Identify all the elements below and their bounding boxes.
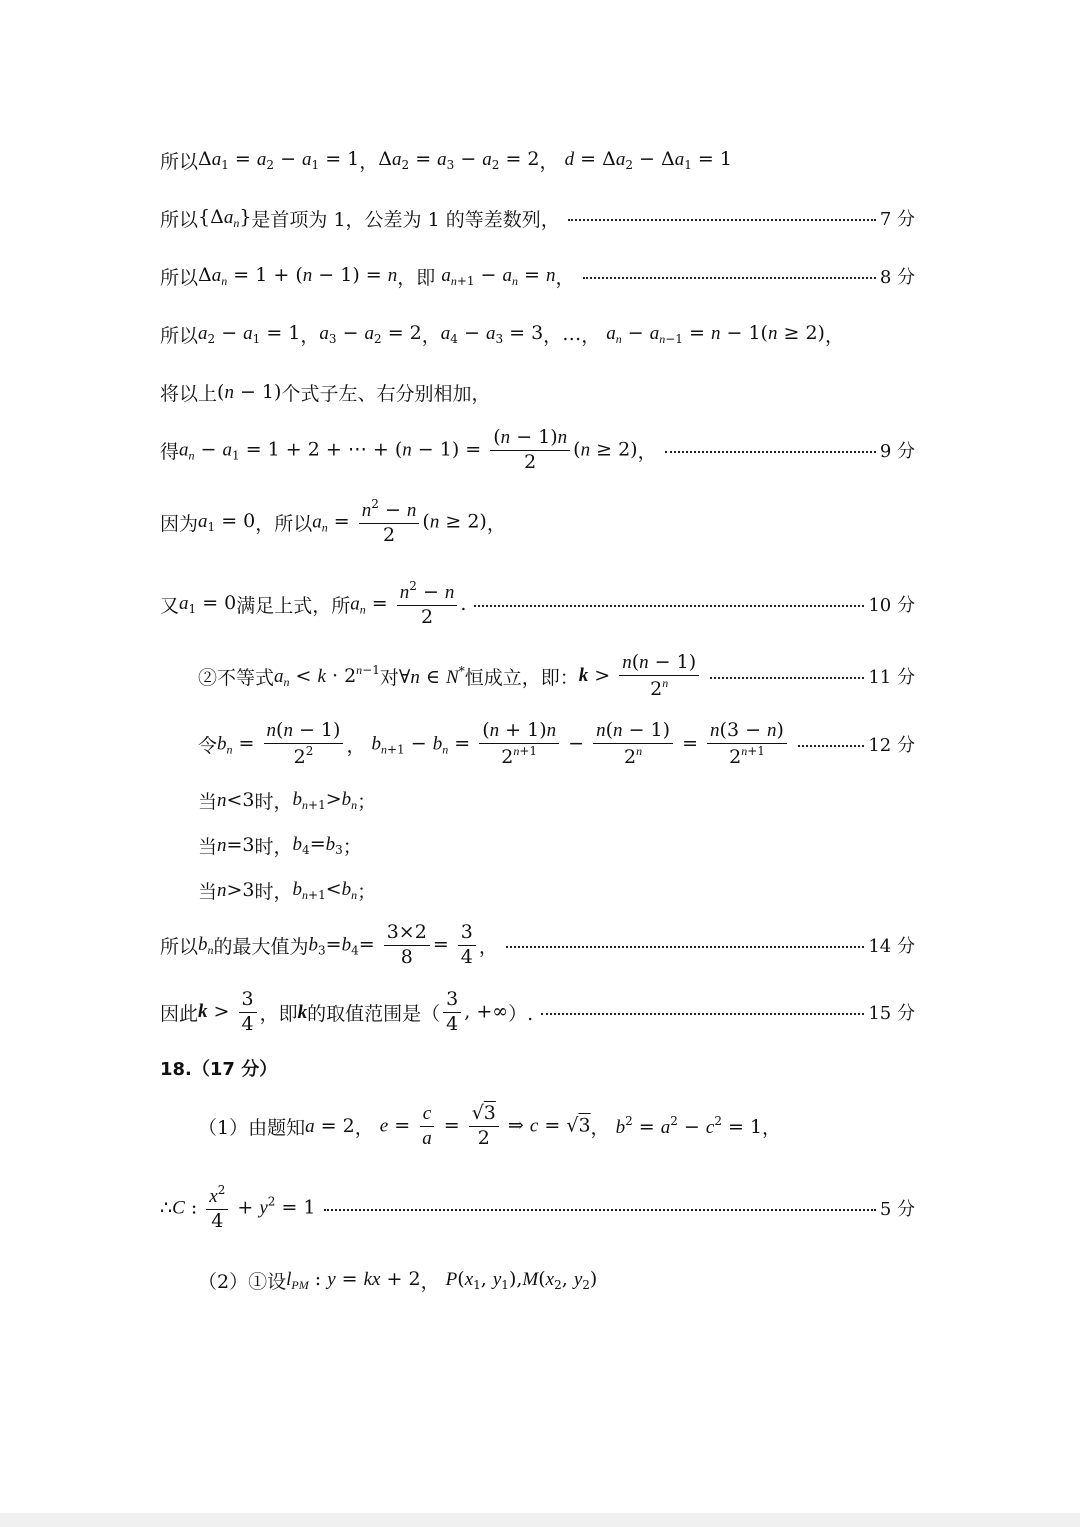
score-15: 15 分 — [868, 1003, 915, 1024]
score-5: 5 分 — [879, 1199, 915, 1220]
formula-eccentricity: e = $\frac{c}{a}$ = $\frac{√3}{2}$ ⇒ c = √3 — [379, 1101, 591, 1149]
formula-a1-zero: $a_1 = 0$ — [198, 510, 256, 534]
formula-ellipse: C : $\frac{x^2}{4}$ + $y^2 = 1$ — [172, 1182, 316, 1232]
line-6: 得 $a_n - a_1 = 1 + 2$ + ⋯ + (n − 1) = $\frac{(n - 1)n}{2}$ (n ≥ 2) ， 9 分 — [160, 425, 915, 473]
formula-ineq: $a_n < k \cdot 2^{n-1}$ — [274, 662, 380, 689]
line-19: （2）①设 $l_{PM}$ : y = kx + 2 ， $P(x_1$, $y_1),M(x_2$, $y_2$) — [198, 1267, 598, 1293]
dot-leader — [324, 1209, 876, 1211]
formula-n-gt-3: n>3 — [217, 878, 255, 901]
formula-seq-delta: $\{\Delta a_n\}$ — [198, 205, 252, 230]
formula-points: $P(x_1$, $y_1),M(x_2$, $y_2$) — [445, 1268, 598, 1292]
formula-bn-diff: $b_{n+1} - b_n$ = $\frac{(n + 1)n}{2^{n+1}}$ − $\frac{n(n - 1)}{2^n}$ = $\frac{n(3 - n)}{2^{n+1}}$ — [365, 720, 790, 769]
line-2: 所以 $\{\Delta a_n\}$ 是首项为 1，公差为 1 的等差数列， 7 分 — [160, 205, 915, 231]
line-5: 将以上 (n − 1) 个式子左、右分别相加， — [160, 380, 491, 405]
question-18-heading: 18.（17 分） — [160, 1059, 278, 1080]
line-7: 因为 $a_1 = 0$ ，所以 $a_n$ = $\frac{n^2 - n}{2}$ (n ≥ 2) ， — [160, 496, 506, 546]
formula-forall: ∀n ∈ N* — [398, 663, 465, 688]
formula-a1-zero-2: $a_1 = 0$ — [179, 592, 237, 616]
line-15: 因此 k > $\frac{3}{4}$ ，即 k 的取值范围是（ $\frac{3}{4}$ , +∞ ）. 15 分 — [160, 987, 915, 1035]
line-13: 当 n>3 时， $b_{n+1}<b_n$ ； — [198, 877, 377, 903]
score-14: 14 分 — [868, 936, 915, 957]
formula-delta-an: $\Delta a_n = 1 + (n - 1) = n$ — [198, 263, 398, 288]
score-9: 9 分 — [879, 441, 915, 462]
dot-leader — [798, 745, 864, 747]
formula-n-lt-3: n<3 — [217, 788, 255, 811]
line-8: 又 $a_1 = 0$ 满足上式，所 $a_n$ = $\frac{n^2 - n}{2}$ . 10 分 — [160, 578, 915, 628]
page-bottom-band — [0, 1513, 1080, 1527]
formula-an: $a_n$ = $\frac{n^2 - n}{2}$ (n ≥ 2) — [312, 496, 487, 546]
formula-b-max: $b_3=b_4=$ $\frac{3\times 2}{8}$ = $\frac{3}{4}$ — [309, 922, 479, 969]
formula-diff-3: $a_4 - a_3 = 3$ — [440, 322, 544, 346]
formula-n-eq-3: n=3 — [217, 833, 255, 856]
line-12: 当 n=3 时， $b_4=b_3$ ； — [198, 833, 362, 858]
dot-leader — [583, 277, 876, 279]
formula-range: $\frac{3}{4}$ , +∞ — [440, 989, 508, 1036]
score-12: 12 分 — [868, 735, 915, 756]
formula-diff-2: $a_3 - a_2 = 2$ — [319, 322, 422, 346]
score-11: 11 分 — [868, 667, 915, 688]
formula-line-pm: $l_{PM}$ : y = kx + 2 — [286, 1267, 421, 1292]
formula-k-bound: k > $\frac{n(n - 1)}{2^n}$ — [579, 652, 702, 701]
line-14: 所以 $b_n$ 的最大值为 $b_3=b_4=$ $\frac{3\times 2}{8}$ = $\frac{3}{4}$ ， 14 分 — [160, 920, 915, 968]
line-10: 令 $b_n$ = $\frac{n(n - 1)}{2^2}$ ， $b_{n+1} - b_n$ = $\frac{(n + 1)n}{2^{n+1}}$ − $\frac{n(n - 1)}{2^n}$ = $\frac{n(3 - n)}{2^{n+1}}$ 12 分 — [198, 718, 915, 768]
line-9: ②不等式 $a_n < k \cdot 2^{n-1}$ 对 ∀n ∈ N* 恒成立，即： k > $\frac{n(n - 1)}{2^n}$ 11 分 — [198, 650, 915, 700]
formula-delta-a1: $\Delta a_1 = a_2 - a_1 = 1$ — [198, 148, 360, 172]
formula-bn-ref: $b_n$ — [198, 933, 214, 957]
formula-diff-n: $a_n - a_{n-1} = n - 1(n \ge 2)$ — [606, 321, 825, 346]
formula-b-dec: $b_{n+1}<b_n$ — [292, 877, 358, 902]
formula-k-gt: k > $\frac{3}{4}$ — [198, 989, 260, 1036]
score-10: 10 分 — [868, 595, 915, 616]
formula-a-eq-2: a = 2 — [305, 1114, 355, 1137]
score-8: 8 分 — [879, 267, 915, 288]
line-4: 所以 $a_2 - a_1 = 1$ ， $a_3 - a_2 = 2$ ， $a_4 - a_3 = 3$ ， … ， $a_n - a_{n-1} = n - 1(n \ge 2)$ ， — [160, 321, 844, 347]
line-1: 所以 $\Delta a_1 = a_2 - a_1 = 1$ ， $\Delta a_2 = a_3 - a_2 = 2$ ， $d = \Delta a_2 - \Delta a_1 = 1$ — [160, 148, 732, 173]
formula-b-squared: $b^2 = a^2 - c^2 = 1$ — [615, 1113, 763, 1138]
formula-b-eq: $b_4=b_3$ — [292, 833, 343, 857]
formula-b-inc: $b_{n+1}>b_n$ — [292, 787, 358, 812]
score-7: 7 分 — [879, 209, 915, 230]
dot-leader — [474, 605, 864, 607]
formula-d: $d = \Delta a_2 - \Delta a_1 = 1$ — [564, 148, 732, 172]
formula-recur: $a_{n+1} - a_n = n$ — [441, 263, 556, 288]
line-17: （1）由题知 a = 2 ， e = $\frac{c}{a}$ = $\frac{√3}{2}$ ⇒ c = √3 ， $b^2 = a^2 - c^2 = 1$ ， — [198, 1101, 782, 1149]
dot-leader — [665, 451, 876, 453]
dot-leader — [568, 219, 876, 221]
line-18: ∴ C : $\frac{x^2}{4}$ + $y^2 = 1$ 5 分 — [160, 1182, 915, 1232]
formula-delta-a2: $\Delta a_2 = a_3 - a_2 = 2$ — [378, 148, 540, 172]
line-11: 当 n<3 时， $b_{n+1}>b_n$ ； — [198, 787, 377, 813]
formula-k: k — [297, 1001, 308, 1023]
dot-leader — [541, 1013, 864, 1015]
formula-n-minus-1: (n − 1) — [217, 380, 282, 403]
formula-diff-1: $a_2 - a_1 = 1$ — [198, 322, 301, 346]
dot-leader — [710, 677, 864, 679]
dot-leader — [506, 946, 864, 948]
formula-bn: $b_n$ = $\frac{n(n - 1)}{2^2}$ — [217, 720, 346, 769]
line-3: 所以 $\Delta a_n = 1 + (n - 1) = n$ ，即 $a_{n+1} - a_n = n$ ， 8 分 — [160, 263, 915, 289]
formula-an-final: $a_n$ = $\frac{n^2 - n}{2}$ — [350, 580, 460, 629]
formula-sum: $a_n - a_1 = 1 + 2$ + ⋯ + (n − 1) = $\frac{(n - 1)n}{2}$ (n ≥ 2) — [179, 425, 638, 473]
